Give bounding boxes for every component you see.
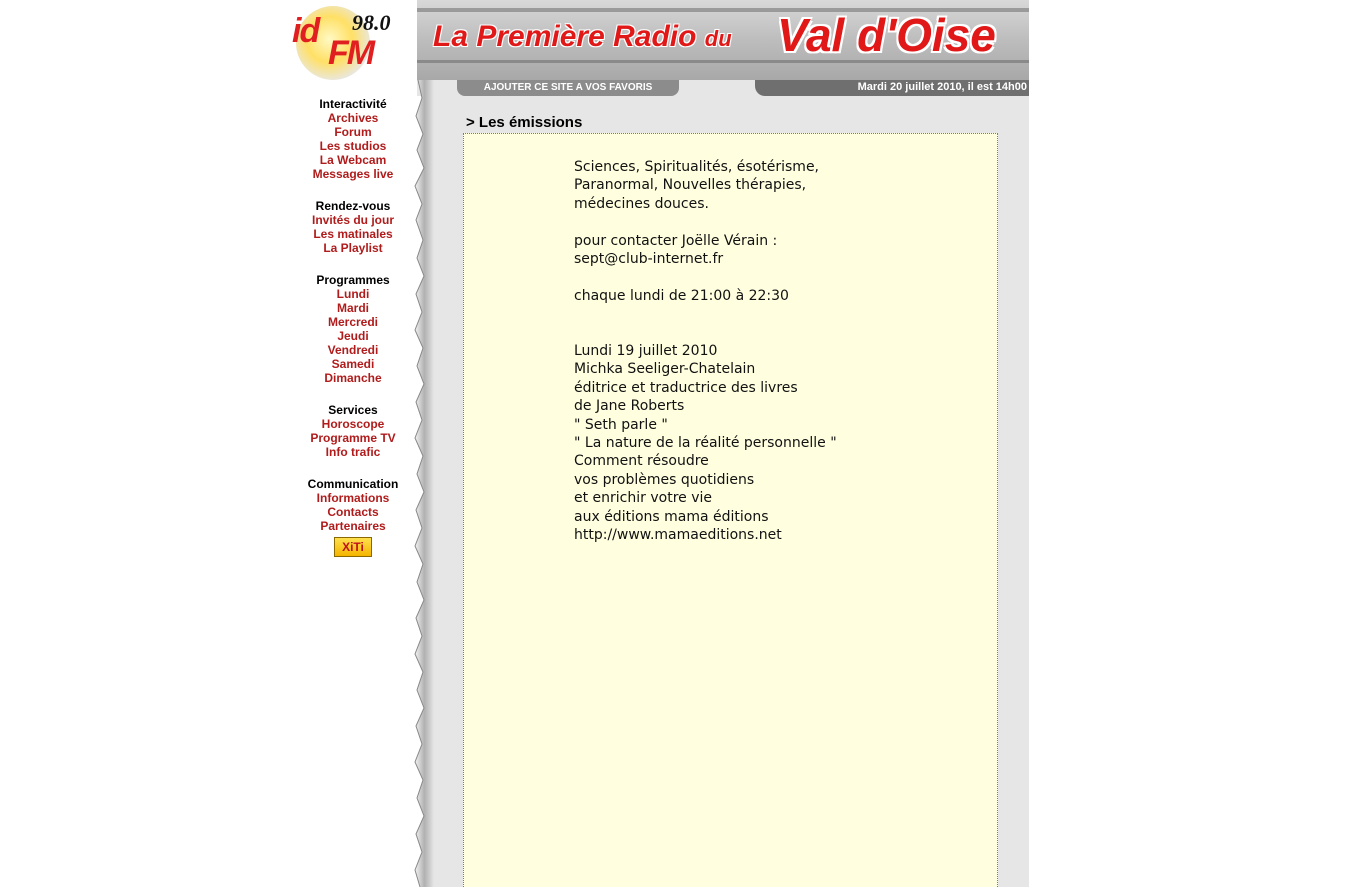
blank-line [574, 213, 837, 231]
sidebar-link-vendredi[interactable]: Vendredi [327, 343, 379, 357]
date-time-display: Mardi 20 juillet 2010, il est 14h00 [755, 80, 1029, 96]
sidebar-link-horoscope[interactable]: Horoscope [321, 417, 385, 431]
section-spacer [290, 385, 416, 403]
sidebar-link-contacts[interactable]: Contacts [327, 505, 379, 519]
content-line: éditrice et traductrice des livres [574, 379, 798, 396]
sidebar-link-info-trafic[interactable]: Info trafic [325, 445, 381, 459]
sidebar-link-samedi[interactable]: Samedi [331, 357, 375, 371]
logo-id-text: id [292, 12, 319, 50]
content-line: vos problèmes quotidiens [574, 471, 755, 488]
banner-slogan-text: La Première Radio [433, 20, 697, 53]
blank-line [574, 305, 837, 323]
sidebar-link-invites[interactable]: Invités du jour [311, 213, 394, 227]
sidebar-link-playlist[interactable]: La Playlist [323, 241, 383, 255]
sidebar-link-mercredi[interactable]: Mercredi [327, 315, 379, 329]
logo-frequency: 98.0 [352, 10, 391, 35]
sidebar-link-webcam[interactable]: La Webcam [319, 153, 387, 167]
sidebar-link-mardi[interactable]: Mardi [336, 301, 369, 315]
section-spacer [290, 181, 416, 199]
content-line: Sciences, Spiritualités, ésotérisme, [574, 159, 820, 175]
content-line: médecines douces. [574, 195, 709, 212]
banner-slogan [433, 20, 732, 54]
content-line: Michka Seeliger-Chatelain [574, 361, 756, 378]
sidebar-link-programme-tv[interactable]: Programme TV [310, 431, 396, 445]
sidebar-link-dimanche[interactable]: Dimanche [324, 371, 382, 385]
logo-fm-text: FM [328, 34, 374, 72]
content-line: pour contacter Joëlle Vérain : [574, 232, 778, 249]
sidebar-section-title: Rendez-vous [315, 199, 391, 213]
header-banner [417, 0, 1029, 80]
sidebar-nav [290, 97, 416, 557]
add-favorites-link[interactable]: AJOUTER CE SITE A VOS FAVORIS [457, 80, 679, 96]
sidebar-link-lundi[interactable]: Lundi [336, 287, 370, 301]
content-line: " La nature de la réalité personnelle " [574, 435, 837, 452]
sidebar-link-archives[interactable]: Archives [327, 111, 379, 125]
sidebar-link-informations[interactable]: Informations [316, 491, 390, 505]
sub-bar [417, 80, 1029, 96]
sidebar-section-title: Communication [307, 477, 399, 491]
blank-line [574, 324, 837, 342]
content-line: http://www.mamaeditions.net [574, 527, 782, 544]
sidebar-link-jeudi[interactable]: Jeudi [337, 329, 369, 343]
content-line: et enrichir votre vie [574, 490, 712, 507]
content-text [574, 158, 837, 544]
sidebar-link-partenaires[interactable]: Partenaires [320, 519, 386, 533]
idfm-logo[interactable] [290, 4, 410, 80]
sidebar-section-title: Interactivité [319, 97, 387, 111]
section-spacer [290, 255, 416, 273]
sidebar-link-studios[interactable]: Les studios [319, 139, 387, 153]
blank-line [574, 268, 837, 286]
content-line: chaque lundi de 21:00 à 22:30 [574, 287, 789, 304]
sidebar-link-forum[interactable]: Forum [334, 125, 372, 139]
sidebar-section-title: Programmes [316, 273, 390, 287]
content-line: Lundi 19 juillet 2010 [574, 343, 718, 359]
section-spacer [290, 459, 416, 477]
banner-region: Val d'Oise [777, 9, 996, 61]
xiti-badge[interactable]: XiTi [334, 537, 372, 557]
content-line: Paranormal, Nouvelles thérapies, [574, 177, 807, 194]
content-line: de Jane Roberts [574, 398, 685, 415]
sidebar-section-title: Services [328, 403, 378, 417]
sidebar-link-messages-live[interactable]: Messages live [312, 167, 394, 181]
banner-du-text: du [704, 26, 732, 51]
sidebar-link-matinales[interactable]: Les matinales [313, 227, 393, 241]
content-line: " Seth parle " [574, 416, 668, 433]
page-title: > Les émissions [466, 114, 583, 131]
content-line: sept@club-internet.fr [574, 251, 724, 268]
content-panel [463, 133, 998, 887]
content-line: aux éditions mama éditions [574, 508, 769, 525]
content-line: Comment résoudre [574, 453, 709, 470]
